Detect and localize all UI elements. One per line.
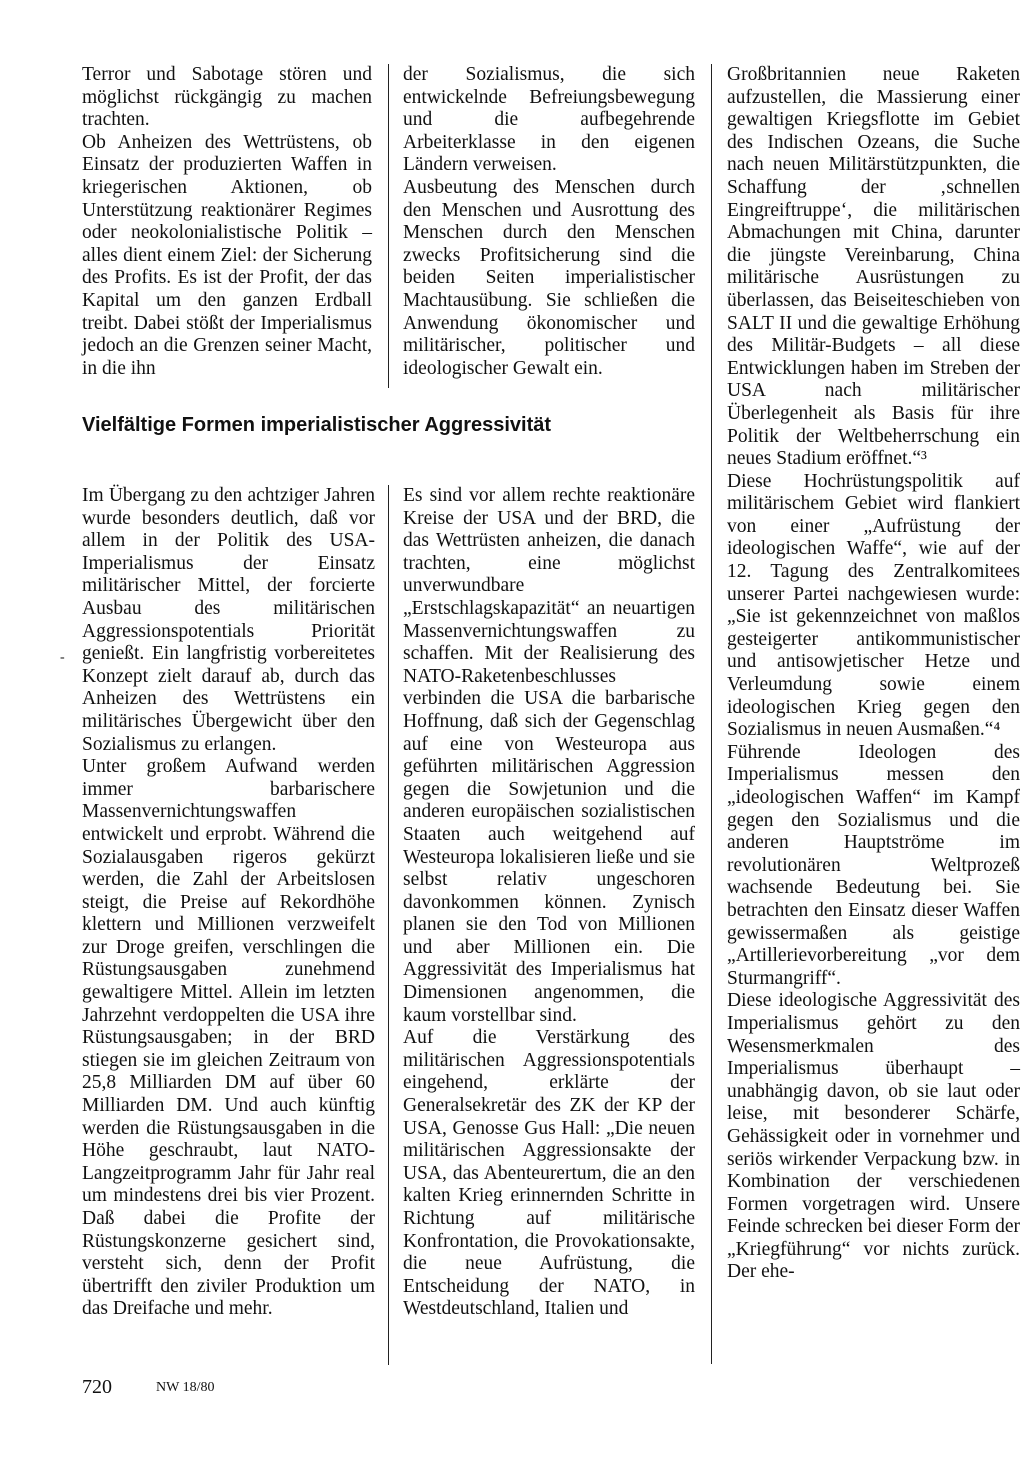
issue-reference: NW 18/80 [156, 1380, 215, 1395]
section-heading: Vielfältige Formen imperialistischer Aggressivität [82, 414, 552, 436]
margin-mark: - [60, 650, 65, 665]
paragraph: Großbritannien neue Raketen aufzustellen, die Massierung einer gewaltigen Kriegsflotte im Gebiet des Indischen Ozeans, die Suche nach neuen Militärstützpunkten, die Schaffung der ‚schnellen Eingreiftruppe‘, die militärischen Abmachungen mit China, darunter die jüngste Vereinbarung, China militärische Ausrüstungen zu überlassen, das Beiseiteschieben von SALT II und die gewaltige Erhöhung des Militär-Budgets – all diese Entwicklungen haben im Streben der USA nach militärischer Überlegenheit als Basis für ihre Politik der Weltbeherrschung ein neues Stadium eröffnet.“³ [727, 64, 1020, 470]
paragraph: Unter großem Aufwand werden immer barbarischere Massenvernichtungswaffen entwickelt und erprobt. Während die Sozialausgaben rigeros gekürzt werden, die Zahl der Arbeitslosen steigt, die Preise auf Rekordhöhe klettern und Millionen verzweifelt zur Droge greifen, verschlingen die Rüstungsausgaben zunehmend gewaltigere Mittel. Allein im letzten Jahrzehnt verdoppelten die USA ihre Rüstungsausgaben; in der BRD stiegen sie im gleichen Zeitraum von 25,8 Milliarden DM auf über 60 Milliarden DM. Und auch künftig werden die Rüstungsausgaben in die Höhe geschraubt, laut NATO-Langzeitprogramm Jahr für Jahr real um mindestens drei bis vier Prozent. Daß dabei die Profite der Rüstungskonzerne gesichert sind, versteht sich, denn der Profit übertrifft den ziviler Produktion um das Dreifache und mehr. [82, 756, 375, 1320]
bottom-column-left [82, 485, 375, 1321]
paragraph: Ausbeutung des Menschen durch den Menschen und Ausrottung des Menschen durch den Menschen zwecks Profitsicherung sind die beiden Seiten imperialistischer Machtausübung. Sie schließen die Anwendung ökonomischer und militärischer, politischer und ideologischer Gewalt ein. [403, 176, 695, 379]
paragraph: Terror und Sabotage stören und möglichst rückgängig zu machen trachten. [82, 64, 372, 131]
top-column-left [82, 64, 372, 380]
paragraph: Auf die Verstärkung des militärischen Aggressionspotentials eingehend, erklärte der Generalsekretär des ZK der KP der USA, Genosse Gus Hall: „Die neuen militärischen Aggressionsakte der USA, das Abenteurertum, die an den kalten Krieg erinnernden Schritte in Richtung auf militärische Konfrontation, die Provokationsakte, die neue Aufrüstung, die Entscheidung der NATO, in Westdeutschland, Italien und [403, 1027, 695, 1320]
paragraph: Im Übergang zu den achtziger Jahren wurde besonders deutlich, daß vor allem in der Politik des USA-Imperialismus der Einsatz militärischer Mittel, der forcierte Ausbau des militärischen Aggressionspotentials Priorität genießt. Ein langfristig vorbereitetes Konzept zielt darauf ab, durch das Anheizen des Wettrüstens ein militärisches Übergewicht über den Sozialismus zu erlangen. [82, 485, 375, 755]
column-rule [388, 64, 389, 388]
column-rule [388, 485, 389, 1365]
paragraph: Diese Hochrüstungspolitik auf militärischem Gebiet wird flankiert von einer „Aufrüstung der ideologischen Waffe“, wie auf der 12. Tagung des Zentralkomitees unserer Partei nachgewiesen wurde: „Sie ist gekennzeichnet von maßlos gesteigerter antikommunistischer und antisowjetischer Hetze und Verleumdung sowie einem ideologischen Krieg gegen den Sozialismus in neuen Ausmaßen.“⁴ [727, 470, 1020, 741]
paragraph: Ob Anheizen des Wettrüstens, ob Einsatz der produzierten Waffen in kriegerischen Aktionen, ob Unterstützung reaktionärer Regimes oder neokolonialistische Politik – alles dient einem Ziel: der Sicherung des Profits. Es ist der Profit, der das Kapital um den ganzen Erdball treibt. Dabei stößt der Imperialismus jedoch an die Grenzen seiner Macht, in die ihn [82, 131, 372, 379]
right-column [727, 64, 1020, 1284]
bottom-column-middle [403, 485, 695, 1321]
column-rule [711, 64, 712, 1364]
paragraph: Diese ideologische Aggressivität des Imperialismus gehört zu den Wesensmerkmalen des Imperialismus überhaupt – unabhängig davon, ob sie laut oder leise, mit besonderer Schärfe, Gehässigkeit oder in vornehmer und seriös wirkender Verpackung bzw. in Kombination der verschiedenen Formen vorgetragen wird. Unsere Feinde schrecken bei dieser Form der „Kriegführung“ vor nichts zurück. Der ehe- [727, 990, 1020, 1283]
page-number: 720 [82, 1376, 112, 1398]
paragraph: Es sind vor allem rechte reaktionäre Kreise der USA und der BRD, die das Wettrüsten anheizen, die danach trachten, eine möglichst unverwundbare „Erstschlagskapazität“ an neuartigen Massenvernichtungswaffen zu schaffen. Mit der Realisierung des NATO-Raketenbeschlusses verbinden die USA die barbarische Hoffnung, daß sich der Gegenschlag auf eine von Westeuropa aus geführten militärischen Aggression gegen die Sowjetunion und die anderen europäischen sozialistischen Staaten auch weitgehend auf Westeuropa lokalisieren ließe und sie selbst relativ ungeschoren davonkommen können. Zynisch planen sie den Tod von Millionen und aber Millionen ein. Die Aggressivität des Imperialismus hat Dimensionen angenommen, die kaum vorstellbar sind. [403, 485, 695, 1026]
top-column-middle [403, 64, 695, 380]
paragraph: der Sozialismus, die sich entwickelnde Befreiungsbewegung und die aufbegehrende Arbeiterklasse in den eigenen Ländern verweisen. [403, 64, 695, 176]
paragraph: Führende Ideologen des Imperialismus messen den „ideologischen Waffen“ im Kampf gegen den Sozialismus und die anderen Hauptströme im revolutionären Weltprozeß wachsende Bedeutung bei. Sie betrachten den Einsatz dieser Waffen gewissermaßen als geistige „Artillerievorbereitung „vor dem Sturmangriff“. [727, 741, 1020, 989]
